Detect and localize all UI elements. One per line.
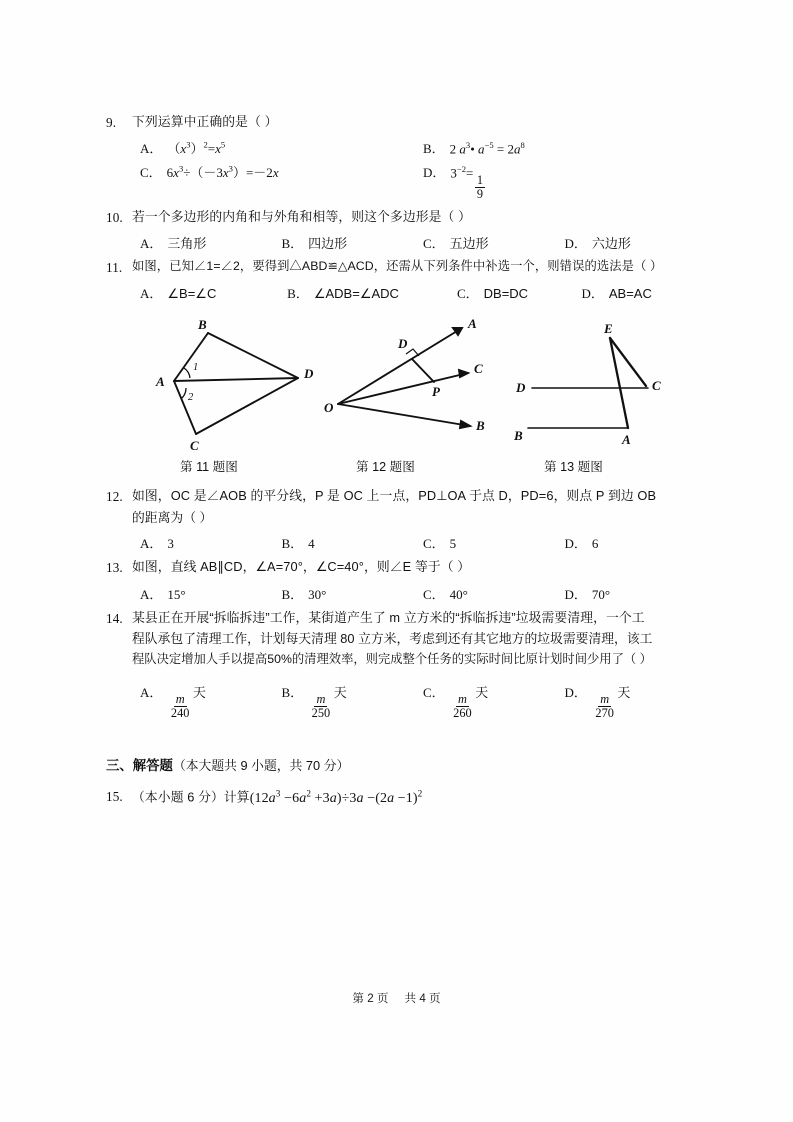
- option-value: [592, 682, 631, 721]
- figure-question-12: [322, 316, 522, 461]
- question-9-option-b[interactable]: [423, 138, 706, 157]
- figure-13-drawing: [510, 316, 710, 456]
- question-13-stem-line: [106, 557, 706, 578]
- question-9: [106, 112, 706, 202]
- unit-label: 天: [475, 684, 489, 700]
- fraction-numerator: m: [316, 692, 326, 707]
- option-value: AB=AC: [608, 286, 652, 302]
- option-value: 五边形: [449, 235, 489, 251]
- fraction-denominator: 260: [453, 706, 472, 721]
- option-value: ∠ADB=∠ADC: [313, 286, 399, 302]
- question-13-option-a[interactable]: [132, 584, 282, 603]
- unit-label: 天: [192, 684, 206, 700]
- figure-13-caption: 第 13 题图: [544, 460, 603, 475]
- question-13-options-row: [106, 584, 706, 603]
- option-value: 四边形: [308, 235, 348, 251]
- option-label: A．: [140, 286, 163, 302]
- question-12-option-a[interactable]: [132, 533, 282, 552]
- fraction-denominator: 240: [170, 706, 190, 721]
- figure-12-caption: 第 12 题图: [356, 460, 415, 475]
- option-value: 5: [449, 536, 457, 552]
- option-label: A．: [140, 684, 163, 700]
- question-11: [106, 257, 706, 302]
- option-label: D．: [581, 286, 604, 302]
- question-10-option-d[interactable]: [565, 233, 707, 252]
- fraction-numerator: m: [457, 692, 467, 707]
- option-label: B．: [287, 286, 309, 302]
- figure-question-13: [510, 316, 710, 461]
- question-12: [106, 486, 706, 552]
- figure-12-label-c: C: [474, 361, 483, 377]
- question-11-option-a[interactable]: [132, 283, 287, 302]
- option-label: A．: [140, 586, 163, 602]
- figure-captions-row: [106, 456, 706, 480]
- figure-11-angle-2: 2: [188, 392, 194, 404]
- figure-12-label-p: P: [432, 384, 440, 400]
- question-10-option-a[interactable]: [132, 233, 282, 252]
- question-11-number: 11.: [106, 259, 123, 275]
- fraction-numerator: 1: [476, 172, 484, 187]
- fraction-denominator: 250: [311, 706, 331, 721]
- question-15-stem-line: [106, 786, 706, 810]
- question-11-option-d[interactable]: [581, 283, 706, 302]
- question-12-stem-line: [106, 486, 706, 507]
- question-13-option-b[interactable]: [282, 584, 424, 603]
- fraction-numerator: m: [600, 692, 610, 707]
- option-label: B．: [281, 235, 304, 251]
- question-15-stem: [132, 786, 706, 810]
- option-label: C．: [456, 286, 479, 302]
- option-label: B．: [281, 586, 304, 602]
- figure-11-label-d: D: [304, 366, 314, 382]
- figure-13-label-a: A: [622, 432, 631, 448]
- option-label: A．: [140, 235, 163, 251]
- question-11-options-row: [106, 283, 706, 302]
- option-value: 4: [308, 536, 315, 552]
- figure-11-label-c: C: [190, 438, 199, 454]
- option-label: C．: [423, 536, 445, 552]
- option-value: $6x^3\div(-3x^3)=-2x$: [166, 164, 279, 181]
- option-label: C．: [423, 235, 445, 251]
- question-14-option-d[interactable]: [565, 682, 707, 721]
- question-12-stem: 如图，OC 是∠AOB 的平分线，P 是 OC 上一点，PD⊥OA 于点 D，PD=6，则点 P 到边 OB: [132, 488, 657, 504]
- question-10-number: 10.: [106, 209, 123, 225]
- option-label: A．: [140, 141, 163, 157]
- question-14-number: 14.: [106, 610, 123, 626]
- unit-label: 天: [333, 684, 347, 700]
- fraction-denominator: 270: [595, 706, 614, 721]
- question-12-stem-line-2: 的距离为（ ）: [132, 509, 213, 525]
- fraction: [451, 693, 474, 721]
- page-footer: [0, 990, 793, 1006]
- question-9-option-c[interactable]: [132, 162, 423, 201]
- question-14-option-b[interactable]: [282, 682, 424, 721]
- question-12-option-c[interactable]: [423, 533, 565, 552]
- figure-12-label-o: O: [324, 400, 334, 416]
- option-label: D．: [564, 586, 587, 602]
- question-11-option-b[interactable]: [287, 283, 457, 302]
- option-label: D．: [564, 684, 587, 700]
- footer-page-number: 第 2 页: [352, 992, 389, 1005]
- section-heading-title: 三、解答题: [106, 757, 173, 773]
- option-value: 40°: [449, 586, 468, 602]
- figure-11-label-a: A: [156, 374, 165, 390]
- footer-total-pages: 共 4 页: [404, 992, 441, 1005]
- question-10-option-c[interactable]: [423, 233, 565, 252]
- figure-13-label-c: C: [652, 378, 661, 394]
- question-9-options-row-1: [106, 138, 706, 157]
- option-value: 六边形: [591, 235, 631, 251]
- question-14-stem: 某县正在开展“拆临拆违”工作，某街道产生了 m 立方米的“拆临拆违”垃圾需要清理，一个工: [132, 609, 645, 625]
- figure-12-label-b: B: [476, 418, 485, 434]
- question-15: [106, 786, 706, 810]
- option-value: 6: [591, 536, 599, 552]
- fraction: [169, 693, 192, 721]
- figure-13-label-b: B: [514, 428, 523, 444]
- question-13-number: 13.: [106, 560, 123, 576]
- question-12-option-b[interactable]: [282, 533, 424, 552]
- question-9-option-a[interactable]: [132, 138, 423, 157]
- option-label: C．: [140, 165, 162, 181]
- question-10-stem: 若一个多边形的内角和与外角和相等，则这个多边形是（ ）: [132, 208, 471, 224]
- question-14: [106, 608, 706, 721]
- option-value: ∠B=∠C: [167, 286, 217, 302]
- figure-11-drawing: [146, 316, 346, 456]
- option-value: $(x^3)^2=x^5$: [167, 140, 226, 157]
- option-label: C．: [423, 586, 445, 602]
- option-value: 三角形: [167, 235, 207, 251]
- option-value: 3: [167, 536, 174, 552]
- question-13-option-c[interactable]: [423, 584, 565, 603]
- unit-label: 天: [617, 684, 631, 700]
- option-value: 70°: [591, 586, 611, 602]
- fraction-numerator: m: [175, 692, 185, 707]
- question-12-option-d[interactable]: [565, 533, 707, 552]
- question-11-stem-line: [106, 257, 706, 278]
- question-11-stem: 如图，已知∠1=∠2，要得到△ABD≌△ACD，还需从下列条件中补选一个，则错误的选法是（ ）: [132, 258, 663, 273]
- question-9-number: 9.: [106, 115, 117, 130]
- option-value: 2 $a^3•$ $a^{-5} = 2a^8$: [449, 140, 525, 157]
- option-value: [167, 682, 206, 721]
- option-label: C．: [423, 684, 445, 700]
- question-15-expression: $(12a^3 -6a^2 +3a)\div 3a -(2a -1)^2$: [249, 787, 423, 806]
- fraction-one-ninth: [475, 174, 485, 202]
- figure-11-angle-1: 1: [193, 362, 199, 374]
- figure-question-11: [146, 316, 346, 461]
- section-heading: [106, 755, 706, 774]
- option-label: A．: [140, 536, 163, 552]
- question-9-option-d[interactable]: [423, 162, 706, 201]
- fraction: [310, 693, 333, 721]
- question-14-stem-line: [106, 608, 706, 629]
- question-14-option-a[interactable]: [132, 682, 282, 721]
- question-12-options-row: [106, 533, 706, 552]
- fraction-denominator: 9: [476, 186, 484, 201]
- question-10: [106, 207, 706, 252]
- option-label: B．: [281, 684, 304, 700]
- question-12-number: 12.: [106, 489, 123, 505]
- figure-11-caption: 第 11 题图: [180, 460, 238, 475]
- question-10-options-row: [106, 233, 706, 252]
- figure-11-label-b: B: [198, 317, 207, 333]
- option-value: 15°: [167, 586, 186, 602]
- figure-13-label-e: E: [604, 321, 613, 337]
- option-label: D．: [564, 536, 587, 552]
- question-11-option-c[interactable]: [457, 283, 582, 302]
- option-value: $3^{-2}=$ $\frac{1}{9}$: [450, 164, 484, 201]
- question-9-options-row-2: [106, 162, 706, 201]
- question-13-option-d[interactable]: [565, 584, 707, 603]
- option-value: 30°: [308, 586, 327, 602]
- figures-strip: [106, 316, 706, 456]
- question-10-stem-line: [106, 207, 706, 228]
- option-label: D．: [423, 165, 446, 181]
- figure-13-label-d: D: [516, 380, 526, 396]
- option-label: D．: [564, 235, 587, 251]
- question-15-number: 15.: [106, 788, 123, 804]
- option-label: B．: [423, 141, 445, 157]
- question-14-stem-line-2: 程队承包了清理工作，计划每天清理 80 立方米，考虑到还有其它地方的垃圾需要清理，该工: [132, 631, 653, 647]
- figure-12-drawing: [322, 316, 522, 456]
- question-13-stem: 如图，直线 AB∥CD，∠A=70°，∠C=40°，则∠E 等于（ ）: [132, 559, 471, 575]
- question-10-option-b[interactable]: [282, 233, 424, 252]
- page-content: [106, 112, 706, 814]
- question-9-stem: 下列运算中正确的是（ ）: [132, 114, 278, 129]
- option-label: B．: [281, 536, 304, 552]
- question-15-stem-prefix: （本小题 6 分）计算: [132, 789, 250, 805]
- section-heading-subtitle: （本大题共 9 小题，共 70 分）: [172, 757, 350, 773]
- option-value: [450, 682, 489, 721]
- figure-12-label-a: A: [468, 316, 477, 332]
- question-14-options-row: [106, 682, 706, 721]
- option-value: DB=DC: [483, 286, 529, 302]
- question-14-stem-line-3: 程队决定增加人手以提高50%的清理效率，则完成整个任务的实际时间比原计划时间少用了（ ）: [132, 651, 652, 666]
- question-13: [106, 557, 706, 602]
- question-14-option-c[interactable]: [423, 682, 565, 721]
- option-value: [308, 682, 347, 721]
- figure-12-label-d: D: [398, 336, 408, 352]
- question-9-stem-line: [106, 112, 706, 133]
- fraction: [593, 693, 616, 721]
